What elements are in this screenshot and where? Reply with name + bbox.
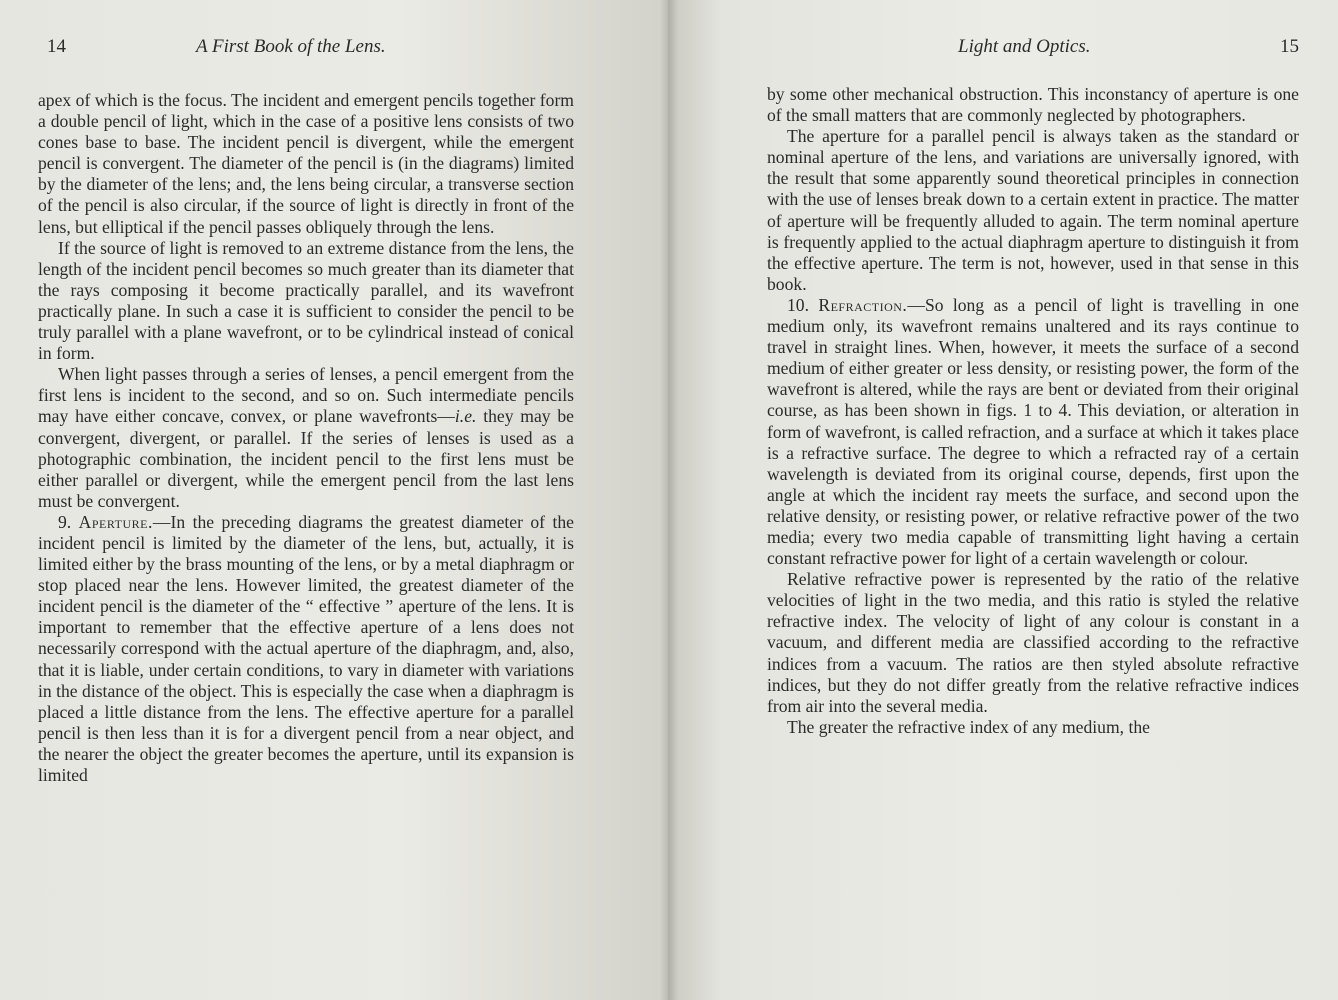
book-gutter <box>660 0 678 1000</box>
paragraph: If the source of light is removed to an extreme distance from the lens, the length of the incident pencil becomes so much greater than its diameter that the rays composing it become practically parallel, and its wavefront practically plane. In such a case it is sufficient to consider the pencil to be truly parallel with a plane wavefront, or to be cylindrical instead of conical in form. <box>38 237 574 364</box>
paragraph: Relative refractive power is represented by the ratio of the relative velocities of light in the two media, and this ratio is styled the relative refractive index. The velocity of light of any colour is constant in a vacuum, and different media are classified according to the refractive indices from a vacuum. The ratios are then styled absolute refractive indices, but they do not differ greatly from the relative refractive indices from air into the several media. <box>767 569 1299 716</box>
section-heading: Aperture. <box>78 511 153 532</box>
page-number: 14 <box>47 36 66 57</box>
paragraph: 10. Refraction.—So long as a pencil of light is travelling in one medium only, its wavefront remains unaltered and its rays continue to travel in straight lines. When, however, it meets the surface of a second medium of either greater or less density, or resisting power, the form of the wavefront is altered, while the rays are bent or deviated from their original course, as has been shown in figs. 1 to 4. This deviation, or alteration in form of wavefront, is called refraction, and a surface at which it takes place is a refractive surface. The degree to which a refracted ray of a certain wavelength is deviated from its original course, depends, first upon the angle at which the incident ray meets the surface, and second upon the relative density, or resisting power, or relative refractive power of the two media; every two media capable of transmitting light having a certain constant refractive power for light of a certain wavelength or colour. <box>767 294 1299 569</box>
section-heading: Refraction. <box>818 294 908 315</box>
paragraph: 9. Aperture.—In the preceding diagrams the greatest diameter of the incident pencil is limited by the diameter of the lens, but, actually, it is limited either by the brass mounting of the lens, or by a metal diaphragm or stop placed near the lens. However limited, the greatest diameter of the incident pencil is the diameter of the “ effective ” aperture of the lens. It is important to remember that the effective aperture of a lens does not necessarily correspond with the actual aperture of the diaphragm, and, also, that it is liable, under certain conditions, to vary in diameter with variations in the distance of the object. This is especially the case when a diaphragm is placed a little distance from the lens. The effective aperture for a parallel pencil is then less than it is for a divergent pencil from a near object, and the nearer the object the greater becomes the aperture, until its expansion is limited <box>38 511 574 785</box>
left-page <box>0 0 668 1000</box>
paragraph: by some other mechanical obstruction. This inconstancy of aperture is one of the small matters that are commonly neglected by photographers. <box>767 84 1299 126</box>
right-page <box>668 0 1338 1000</box>
paragraph: apex of which is the focus. The incident and emergent pencils together form a double pencil of light, which in the case of a positive lens consists of two cones base to base. The incident pencil is divergent, while the emergent pencil is convergent. The diameter of the pencil is (in the diagrams) limited by the diameter of the lens; and, the lens being circular, a transverse section of the pencil is also circular, if the source of light is directly in front of the lens, but elliptical if the pencil passes obliquely through the lens. <box>38 90 574 237</box>
page-body <box>38 90 574 786</box>
paragraph: The aperture for a parallel pencil is always taken as the standard or nominal aperture of the lens, and variations are universally ignored, with the result that some apparently sound theoretical principles in connection with the use of lenses break down to a certain extent in practice. The matter of aperture will be frequently alluded to again. The term nominal aperture is frequently applied to the actual diaphragm aperture to distinguish it from the effective aperture. The term is not, however, used in that sense in this book. <box>767 126 1299 294</box>
paragraph: The greater the refractive index of any medium, the <box>787 716 1150 737</box>
section-number: 9. <box>58 511 72 532</box>
page-body <box>767 84 1299 738</box>
section-number: 10. <box>787 294 809 315</box>
running-head: Light and Optics. <box>958 36 1091 57</box>
paragraph: When light passes through a series of lenses, a pencil emergent from the first lens is incident to the second, and so on. Such intermediate pencils may have either concave, convex, or plane wavefronts—i.e. they may be convergent, divergent, or parallel. If the series of lenses is used as a photographic combination, the incident pencil to the first lens must be either parallel or divergent, while the emergent pencil from the last lens must be convergent. <box>38 364 574 511</box>
running-head: A First Book of the Lens. <box>196 36 386 57</box>
page-number: 15 <box>1280 36 1299 57</box>
